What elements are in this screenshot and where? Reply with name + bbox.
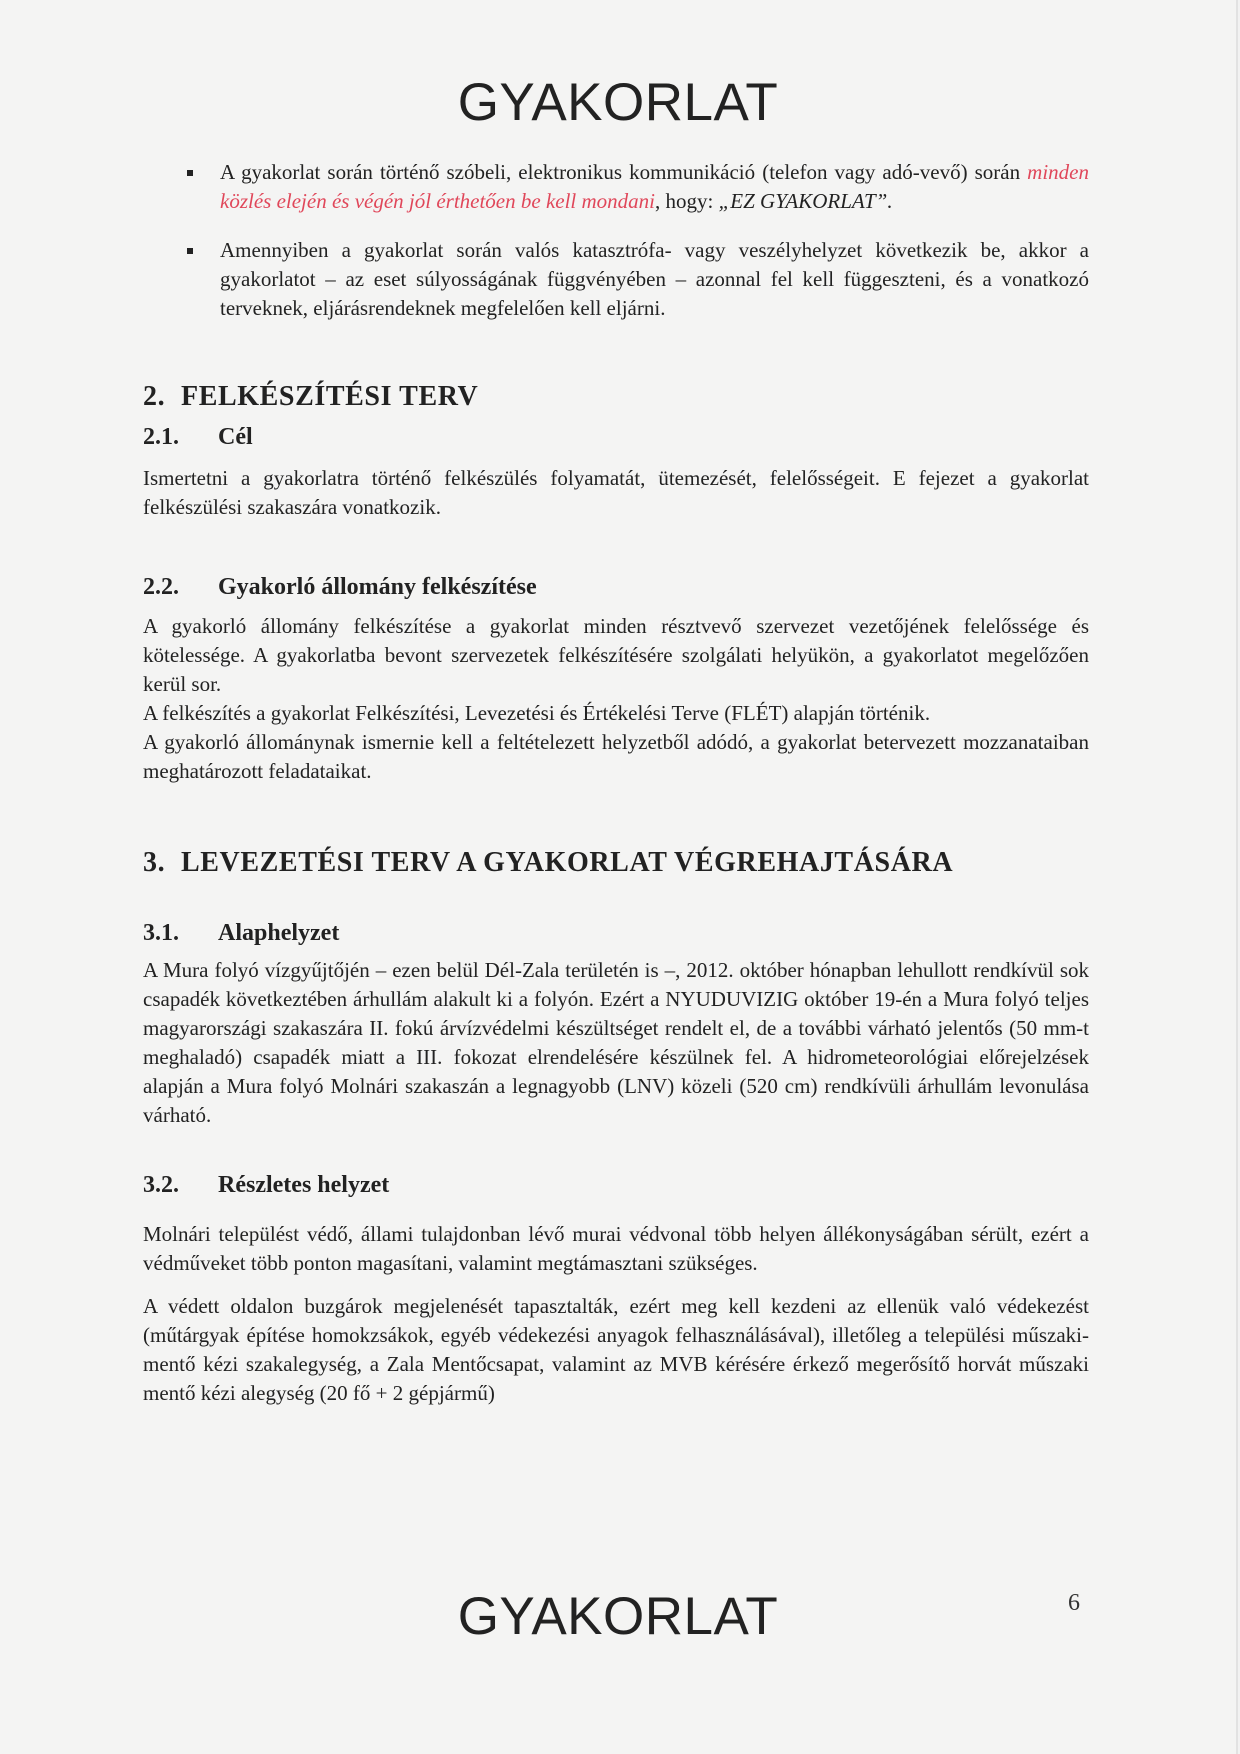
bullet-icon xyxy=(187,170,193,176)
subsection-title: Alaphelyzet xyxy=(218,920,340,946)
section-number: 3. xyxy=(143,847,166,878)
section-number: 2. xyxy=(143,381,166,412)
subsection-title: Gyakorló állomány felkészítése xyxy=(218,574,537,600)
paragraph: A gyakorló állománynak ismernie kell a feltételezett helyzetből adódó, a gyakorlat betervezett mozzanataiban meghatározott feladataikat. xyxy=(143,730,1089,783)
subsection-number: 2.2. xyxy=(143,574,179,600)
subsection-number: 2.1. xyxy=(143,424,179,450)
page-content xyxy=(143,158,1089,1408)
section-2-heading xyxy=(143,380,1089,414)
section-title: LEVEZETÉSI TERV A GYAKORLAT VÉGREHAJTÁSÁRA xyxy=(181,847,954,878)
paragraph: Molnári települést védő, állami tulajdonban lévő murai védvonal több helyen állékonyságában sérült, ezért a védműveket több ponton magasítani, valamint megtámasztani szükséges. xyxy=(143,1222,1089,1275)
page-number: 6 xyxy=(1068,1590,1080,1616)
header-banner: GYAKORLAT xyxy=(457,73,779,132)
subsection-number: 3.1. xyxy=(143,920,179,946)
paragraph: A Mura folyó vízgyűjtőjén – ezen belül Dél-Zala területén is –, 2012. október hónapban lehullott rendkívül sok csapadék következtében árhullám alakult ki a folyón. Ezért a NYUDUVIZIG október 19-én a Mura folyó teljes magyarországi szakaszára II. fokú árvízvédelmi készültséget rendelt el, de a további várható jelentős (50 mm-t meghaladó) csapadék miatt a III. fokozat elrendelésére készülnek fel. A hidrometeorológiai előrejelzések alapján a Mura folyó Molnári szakaszán a legnagyobb (LNV) közeli (520 cm) rendkívüli árhullám levonulása várható. xyxy=(143,958,1089,1127)
paragraph: Ismertetni a gyakorlatra történő felkészülés folyamatát, ütemezését, felelősségeit. E fejezet a gyakorlat felkészülési szakaszára vonatkozik. xyxy=(143,466,1089,519)
section-2-2-heading xyxy=(143,572,1089,602)
list-item xyxy=(143,158,1089,216)
bullet-text-1: A gyakorlat során történő szóbeli, elektronikus kommunikáció (telefon vagy adó-vevő) során xyxy=(220,160,1028,184)
section-3-1-heading xyxy=(143,918,1089,948)
bullet-list xyxy=(143,158,1089,323)
paragraph: A felkészítés a gyakorlat Felkészítési, Levezetési és Értékelési Terve (FLÉT) alapján történik. xyxy=(143,701,931,725)
footer-banner: GYAKORLAT xyxy=(457,1587,779,1646)
section-3-heading xyxy=(143,846,1089,880)
section-3-2-heading xyxy=(143,1170,1089,1200)
subsection-number: 3.2. xyxy=(143,1172,179,1198)
section-title: FELKÉSZÍTÉSI TERV xyxy=(181,381,479,412)
paragraph: A védett oldalon buzgárok megjelenését tapasztalták, ezért meg kell kezdeni az ellenük való védekezést (műtárgyak építése homokzsákok, egyéb védekezési anyagok felhasználásával), illetőleg a települési műszaki-mentő kézi szakalegység, a Zala Mentőcsapat, valamint az MVB kérésére érkező megerősítő horvát műszaki mentő kézi alegység (20 fő + 2 gépjármű) xyxy=(143,1294,1089,1405)
bullet-text-2: Amennyiben a gyakorlat során valós katasztrófa- vagy veszélyhelyzet következik be, akkor a gyakorlatot – az eset súlyosságának függvényében – azonnal fel kell függeszteni, és a vonatkozó terveknek, eljárásrendeknek megfelelően kell eljárni. xyxy=(220,238,1089,320)
bullet-icon xyxy=(187,248,193,254)
section-2-1-heading xyxy=(143,422,1089,452)
subsection-title: Részletes helyzet xyxy=(218,1172,390,1198)
bullet-text-1-cont: , hogy: xyxy=(655,189,719,213)
exercise-phrase: „EZ GYAKORLAT”. xyxy=(718,189,893,213)
paragraph: A gyakorló állomány felkészítése a gyakorlat minden résztvevő szervezet vezetőjének felelőssége és kötelessége. A gyakorlatba bevont szervezetek felkészítésére szolgálati helyükön, a gyakorlatot megelőzően kerül sor. xyxy=(143,614,1089,696)
list-item xyxy=(143,236,1089,323)
highlighted-instruction: minden közlés elején és végén jól érthetően be kell mondani xyxy=(220,160,1089,213)
subsection-title: Cél xyxy=(218,424,253,450)
